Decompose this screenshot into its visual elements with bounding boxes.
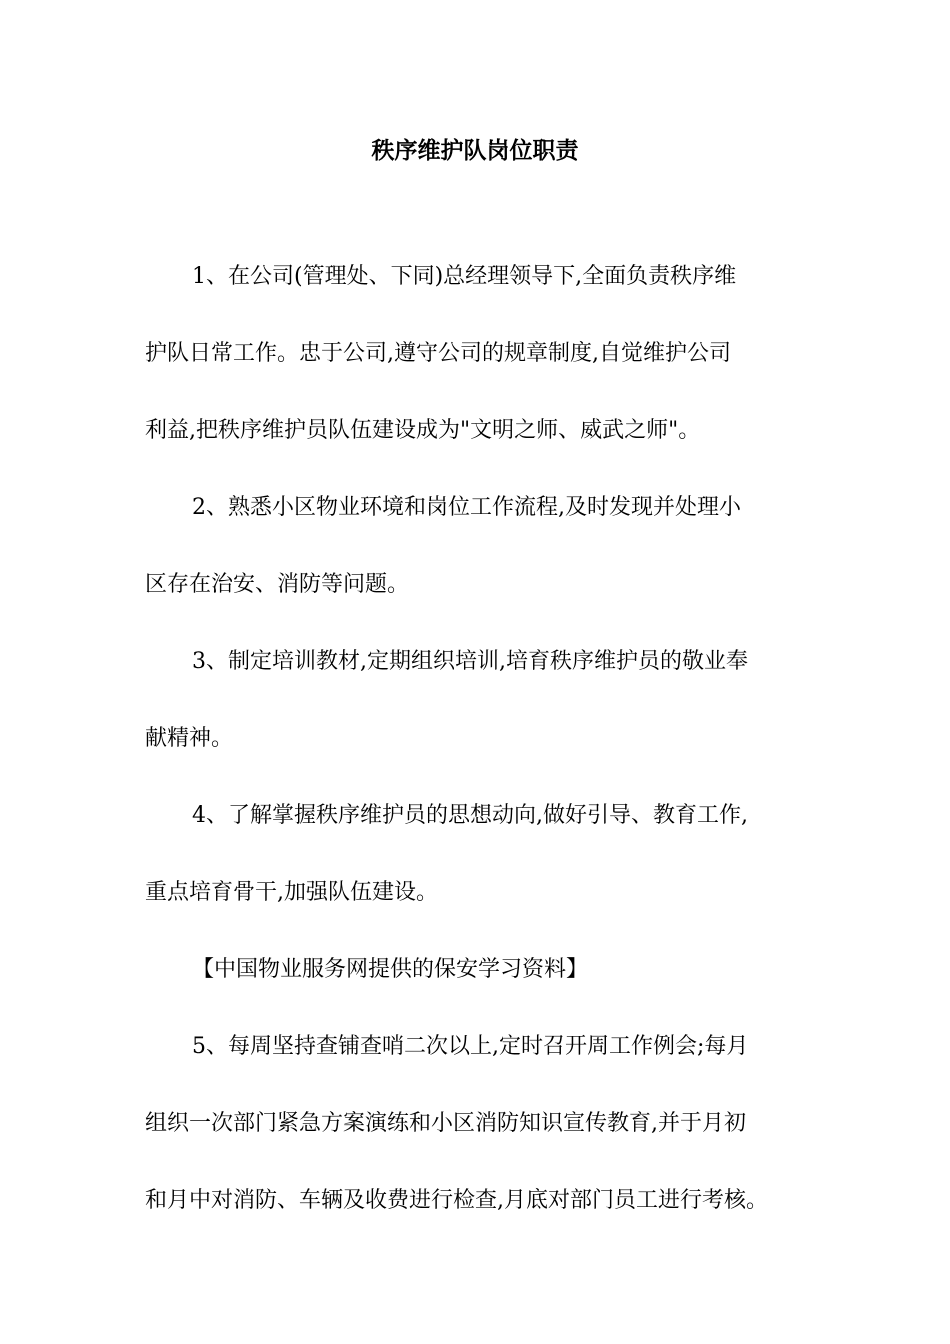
text-line: 2、熟悉小区物业环境和岗位工作流程,及时发现并处理小 <box>192 495 741 520</box>
text-line: 3、制定培训教材,定期组织培训,培育秩序维护员的敬业奉 <box>192 649 748 674</box>
document-title: 秩序维护队岗位职责 <box>371 138 579 164</box>
text-line: 4、了解掌握秩序维护员的思想动向,做好引导、教育工作, <box>192 803 748 828</box>
text-line: 护队日常工作。忠于公司,遵守公司的规章制度,自觉维护公司 <box>145 341 731 366</box>
text-line: 利益,把秩序维护员队伍建设成为"文明之师、威武之师"。 <box>145 418 701 443</box>
source-note-line: 【中国物业服务网提供的保安学习资料】 <box>192 957 589 982</box>
text-line: 1、在公司(管理处、下同)总经理领导下,全面负责秩序维 <box>192 264 737 289</box>
text-line: 区存在治安、消防等问题。 <box>145 572 410 597</box>
text-line: 和月中对消防、车辆及收费进行检查,月底对部门员工进行考核。 <box>145 1188 768 1213</box>
document-body <box>145 257 810 1258</box>
text-line: 重点培育骨干,加强队伍建设。 <box>145 880 438 905</box>
text-line: 献精神。 <box>145 726 234 751</box>
text-line: 组织一次部门紧急方案演练和小区消防知识宣传教育,并于月初 <box>145 1111 746 1136</box>
text-line: 5、每周坚持查铺查哨二次以上,定时召开周工作例会;每月 <box>192 1034 749 1059</box>
